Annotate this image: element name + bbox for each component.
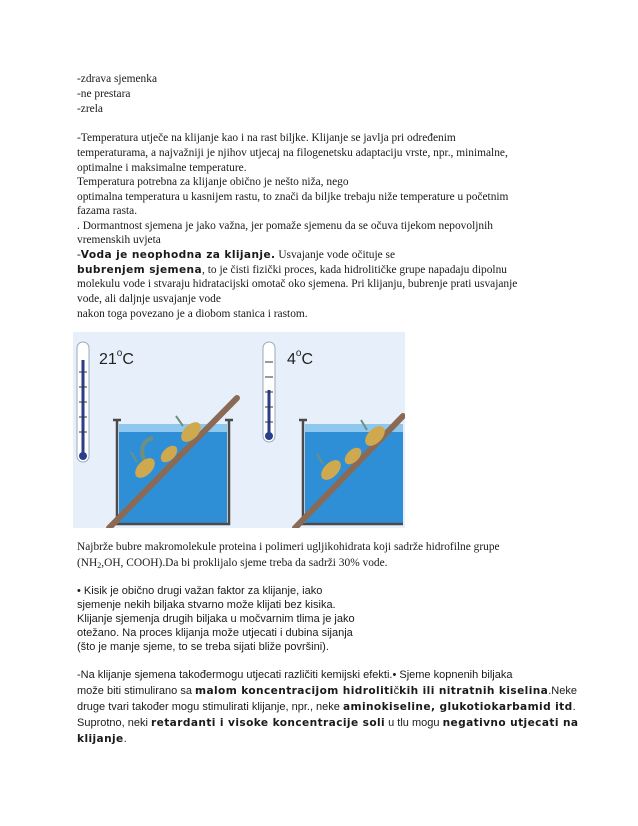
dormancy-text-line: . Dormantnost sjemena je jako važna, jer pomaže sjemenu da se očuva tijekom nepovoljnih	[77, 220, 493, 232]
germination-temperature-figure	[73, 332, 405, 528]
chem-text: č	[393, 685, 400, 697]
water-text-line: nakon toga povezano je a diobom stanica i rastom.	[77, 308, 308, 320]
temperature-text-line: temperaturama, a najvažniji je njihov utjecaj na filogenetsku adaptaciju vrste, npr., minimalne,	[77, 147, 508, 159]
oxygen-text-line: otežano. Na proces klijanja može utjecati i dubina sijanja	[77, 627, 353, 639]
chem-text-line	[77, 700, 577, 714]
list-item: -zrela	[77, 103, 103, 115]
oxygen-text-line: sjemenje nekih biljaka stvarno može klijati bez kisika.	[77, 599, 336, 611]
thermometer-icon	[263, 342, 275, 442]
chem-text-line	[77, 732, 577, 746]
chem-bold: retardanti i visoke koncentracije soli	[151, 717, 386, 729]
water-text: Usvajanje vode očituje se	[275, 249, 396, 261]
oxygen-text-line: • Kisik je obično drugi važan faktor za klijanje, iako	[77, 585, 323, 597]
chem-text-line	[77, 716, 577, 730]
chem-text: može biti stimulirano sa	[77, 685, 195, 697]
chem-bold: kih ili nitratnih kiselina	[399, 685, 549, 697]
chem-bold: negativno utjecati na	[442, 717, 579, 729]
water-text: , to je čisti fizički proces, kada hidrolitičke grupe napadaju dipolnu	[202, 264, 507, 276]
chem-bold: klijanje	[77, 733, 124, 745]
water-prefix: -	[77, 249, 81, 261]
water-text-line: molekulu vode i stvaraju hidratacijski omotač oko sjemena. Pri klijanju, bubrenje prati usvajanje	[77, 278, 518, 290]
temperature-text-line: optimalna temperatura u kasnijem rastu, to znači da biljke trebaju niže temperature u početnim	[77, 191, 509, 203]
formula-text: (NH	[77, 557, 98, 569]
chem-text: u tlu mogu	[385, 717, 443, 729]
temperature-label-left: 21$^o$C	[99, 348, 134, 368]
thermometer-icon	[77, 342, 89, 462]
temperature-label-right: 4$^o$C	[287, 348, 314, 368]
chem-text: .Neke	[548, 685, 577, 697]
swelling-text-line	[77, 556, 577, 573]
temperature-text-line: optimalne i maksimalne temperature.	[77, 162, 247, 174]
swelling-text-line: Najbrže bubre makromolekule proteina i polimeri ugljikohidrata koji sadrže hidrofilne grupe	[77, 541, 500, 553]
chem-bold: malom koncentracijom hidroliti	[195, 685, 394, 697]
water-text-line	[77, 263, 577, 277]
oxygen-text-line: (što je manje sjeme, to se treba sijati bliže površini).	[77, 641, 329, 653]
chem-text-line: -Na klijanje sjemena takođermogu utjecati različiti kemijski efekti.• Sjeme kopnenih biljaka	[77, 669, 513, 681]
chem-text-line	[77, 684, 577, 698]
temperature-text-line: Temperatura potrebna za klijanje obično je nešto niža, nego	[77, 176, 349, 188]
formula-subscript: 2	[97, 561, 102, 570]
list-item: -ne prestara	[77, 88, 131, 100]
water-text-line	[77, 248, 577, 262]
list-item: -zdrava sjemenka	[77, 73, 158, 85]
formula-text: ,OH, COOH).Da bi proklijalo sjeme treba da sadrži 30% vode.	[101, 557, 388, 569]
oxygen-text-line: Klijanje sjemenja drugih biljaka u močvarnim tlima je jako	[77, 613, 355, 625]
chem-text: druge tvari također mogu stimulirati klijanje, npr., neke	[77, 701, 343, 713]
chem-text: Suprotno, neki	[77, 717, 151, 729]
chem-text: .	[123, 733, 127, 745]
temperature-text-line: -Temperatura utječe na klijanje kao i na rast biljke. Klijanje se javlja pri određenim	[77, 132, 456, 144]
chem-bold: aminokiseline, glukotiokarbamid itd	[342, 701, 573, 713]
water-heading: Voda je neophodna za klijanje.	[80, 249, 276, 261]
temperature-text-line: fazama rasta.	[77, 205, 138, 217]
chem-text: .	[572, 701, 576, 713]
swelling-term: bubrenjem sjemena	[77, 264, 203, 276]
water-text-line: vode, ali daljnje usvajanje vode	[77, 293, 221, 305]
dormancy-text-line: vremenskih uvjeta	[77, 234, 161, 246]
